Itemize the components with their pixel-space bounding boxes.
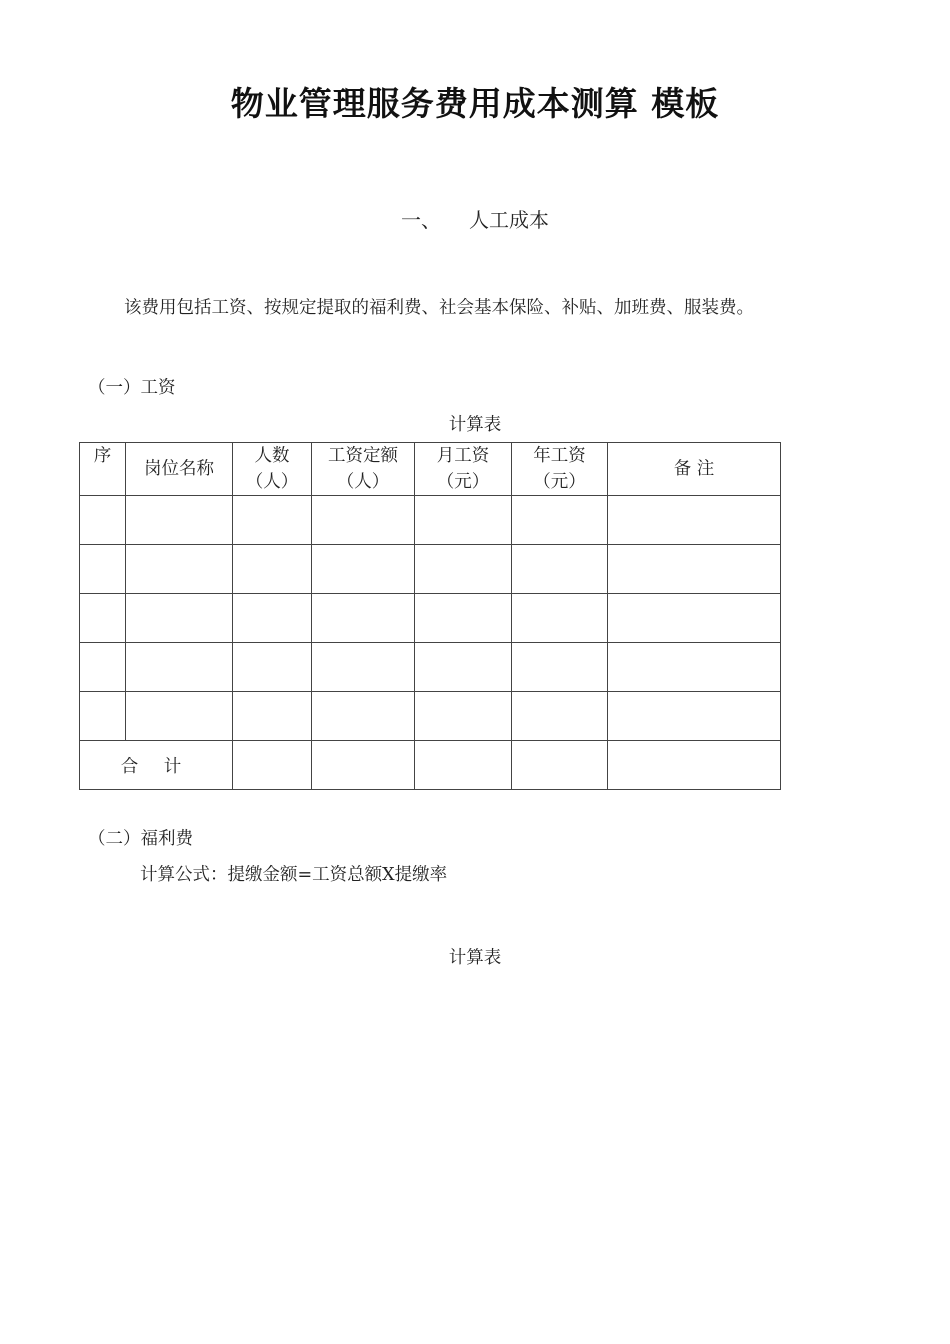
table-row [80, 692, 781, 741]
table-cell [608, 741, 781, 790]
table-cell [415, 594, 512, 643]
header-headcount: 人数 （人） [233, 443, 312, 496]
document-title: 物业管理服务费用成本测算 模板 [230, 84, 720, 123]
table-cell [233, 545, 312, 594]
table-cell [415, 741, 512, 790]
table-cell [312, 545, 415, 594]
table-cell [233, 496, 312, 545]
table-row [80, 545, 781, 594]
table-cell [126, 545, 233, 594]
header-seq: 序 [80, 443, 126, 496]
header-wage-quota: 工资定额 （人） [312, 443, 415, 496]
table-cell [126, 692, 233, 741]
table-cell [608, 692, 781, 741]
table-cell [80, 643, 126, 692]
table-cell [415, 545, 512, 594]
table-cell [512, 545, 608, 594]
table-cell [80, 692, 126, 741]
header-position-name: 岗位名称 [126, 443, 233, 496]
table-cell [233, 692, 312, 741]
table-cell [233, 594, 312, 643]
table-cell [312, 496, 415, 545]
table-cell [512, 692, 608, 741]
intro-paragraph: 该费用包括工资、按规定提取的福利费、社会基本保险、补贴、加班费、服装费。 [124, 298, 754, 318]
table-header-row [80, 443, 781, 496]
section-number: 一、 [401, 208, 441, 232]
table-cell [512, 496, 608, 545]
header-annual-wage: 年工资 （元） [512, 443, 608, 496]
table-cell [80, 545, 126, 594]
table-row [80, 496, 781, 545]
wages-table-caption: 计算表 [448, 415, 502, 435]
total-label: 合 计 [80, 741, 233, 790]
table-cell [233, 741, 312, 790]
table-cell [415, 692, 512, 741]
table-row [80, 594, 781, 643]
table-cell [80, 594, 126, 643]
section-heading-labor-cost [0, 204, 950, 233]
header-remarks: 备 注 [608, 443, 781, 496]
table-total-row [80, 741, 781, 790]
table-cell [608, 545, 781, 594]
table-cell [415, 496, 512, 545]
table-cell [312, 594, 415, 643]
wages-heading: （一）工资 [88, 378, 176, 398]
table-cell [608, 594, 781, 643]
header-monthly-wage: 月工资 （元） [415, 443, 512, 496]
table-row [80, 643, 781, 692]
table-cell [80, 496, 126, 545]
table-cell [312, 692, 415, 741]
table-cell [126, 643, 233, 692]
table-cell [415, 643, 512, 692]
table-cell [126, 594, 233, 643]
table-cell [512, 643, 608, 692]
table-cell [233, 643, 312, 692]
welfare-table-caption: 计算表 [448, 948, 502, 968]
table-cell [512, 594, 608, 643]
table-cell [126, 496, 233, 545]
table-cell [608, 496, 781, 545]
table-cell [512, 741, 608, 790]
welfare-heading: （二）福利费 [88, 829, 193, 849]
welfare-formula: 计算公式：提缴金额=工资总额X提缴率 [140, 865, 448, 885]
wages-calculation-table [79, 442, 781, 790]
table-cell [608, 643, 781, 692]
section-title: 人工成本 [469, 208, 549, 232]
table-cell [312, 643, 415, 692]
table-cell [312, 741, 415, 790]
